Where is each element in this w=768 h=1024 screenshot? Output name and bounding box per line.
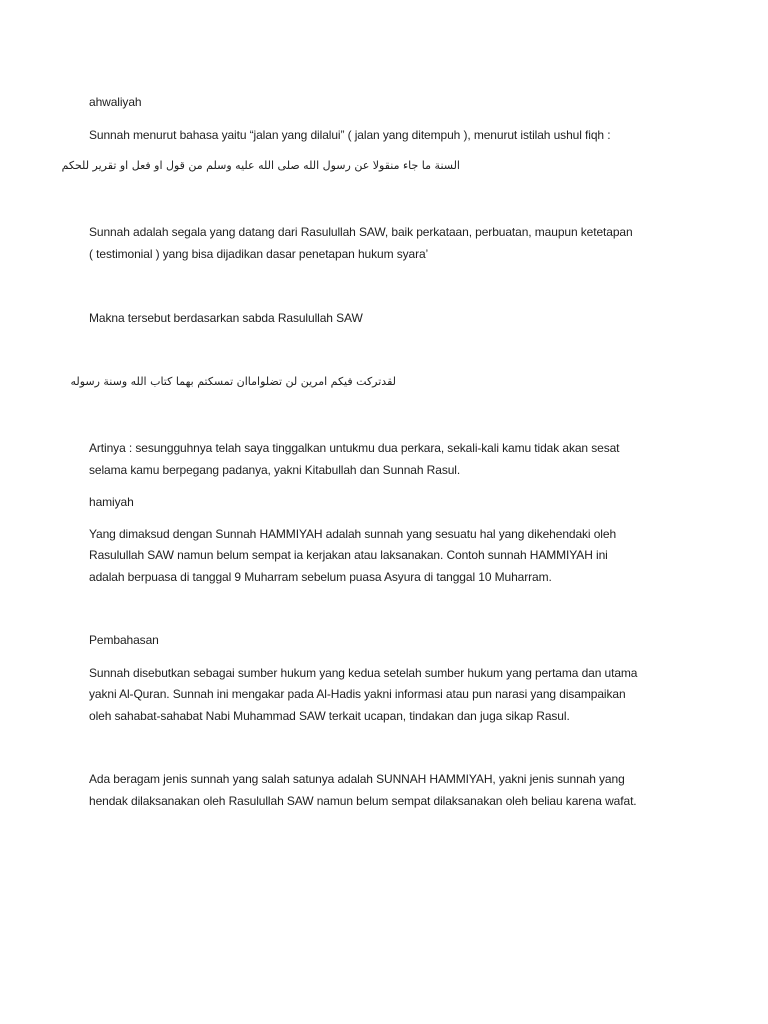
- arabic-definition-text: السنة ما جاء منقولا عن رسول الله صلى الله عليه وسلم من قول او فعل او تقرير للحكم: [61, 159, 460, 172]
- hammiyah-line-1: Yang dimaksud dengan Sunnah HAMMIYAH adalah sunnah yang sesuatu hal yang dikehendaki oleh: [89, 527, 617, 541]
- makna-line: Makna tersebut berdasarkan sabda Rasulullah SAW: [89, 311, 363, 325]
- artinya-line-2: selama kamu berpegang padanya, yakni Kitabullah dan Sunnah Rasul.: [89, 463, 461, 477]
- artinya-line-1: Artinya : sesungguhnya telah saya tinggalkan untukmu dua perkara, sekali-kali kamu tidak akan sesat: [89, 441, 620, 455]
- heading-hamiyah: hamiyah: [89, 495, 134, 509]
- sunnah-adalah-line-1: Sunnah adalah segala yang datang dari Rasulullah SAW, baik perkataan, perbuatan, maupun ketetapan: [89, 225, 633, 239]
- pembahasan-line-1: Sunnah disebutkan sebagai sumber hukum yang kedua setelah sumber hukum yang pertama dan utama: [89, 666, 638, 680]
- pembahasan-line-3: oleh sahabat-sahabat Nabi Muhammad SAW terkait ucapan, tindakan dan juga sikap Rasul.: [89, 709, 570, 723]
- ragam-line-2: hendak dilaksanakan oleh Rasulullah SAW namun belum sempat dilaksanakan oleh beliau karena wafat.: [89, 794, 637, 808]
- sunnah-definition-intro: Sunnah menurut bahasa yaitu “jalan yang dilalui” ( jalan yang ditempuh ), menurut istilah ushul fiqh :: [89, 128, 611, 142]
- arabic-hadith-text: لقدتركت فيكم امرين لن تضلواماان تمسكتم بهما كتاب الله وسنة رسوله: [70, 375, 396, 388]
- hammiyah-line-2: Rasulullah SAW namun belum sempat ia kerjakan atau laksanakan. Contoh sunnah HAMMIYAH ini: [89, 548, 608, 562]
- sunnah-adalah-line-2: ( testimonial ) yang bisa dijadikan dasar penetapan hukum syara’: [89, 247, 429, 261]
- heading-pembahasan: Pembahasan: [89, 633, 159, 647]
- hammiyah-line-3: adalah berpuasa di tanggal 9 Muharram sebelum puasa Asyura di tanggal 10 Muharram.: [89, 570, 552, 584]
- ragam-line-1: Ada beragam jenis sunnah yang salah satunya adalah SUNNAH HAMMIYAH, yakni jenis sunnah yang: [89, 772, 625, 786]
- pembahasan-line-2: yakni Al-Quran. Sunnah ini mengakar pada Al-Hadis yakni informasi atau pun narasi yang disampaikan: [89, 687, 626, 701]
- heading-ahwaliyah: ahwaliyah: [89, 95, 142, 109]
